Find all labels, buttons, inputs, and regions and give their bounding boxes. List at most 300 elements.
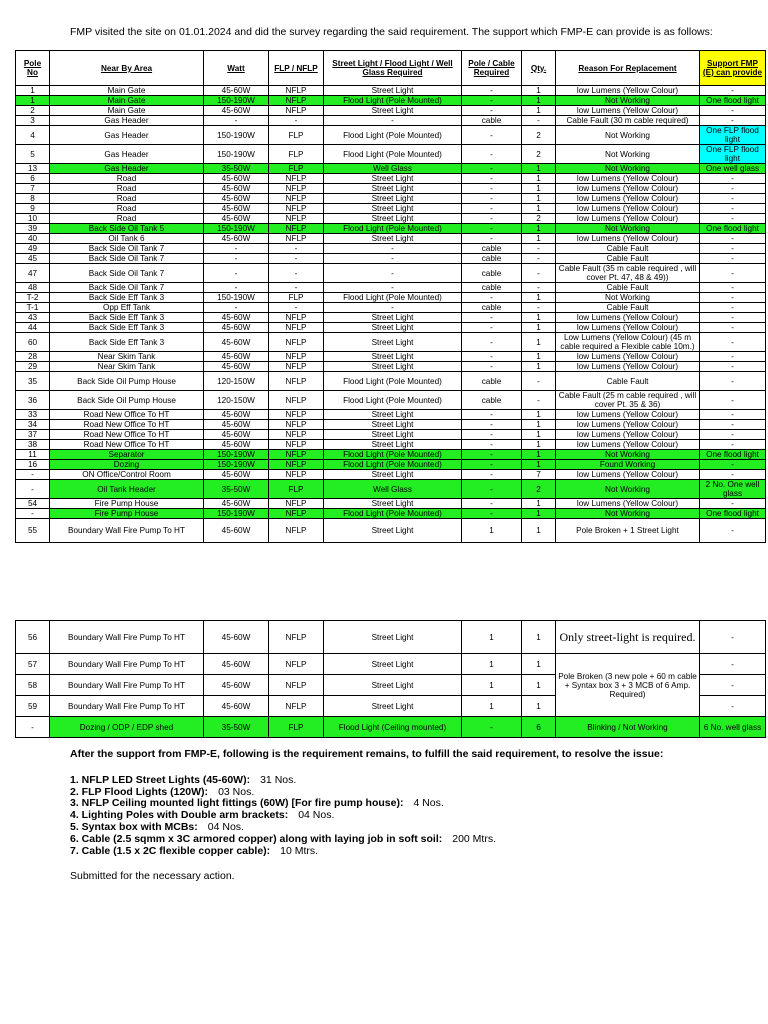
table-row: [16, 470, 766, 480]
cell-reason: Low Lumens (Yellow Colour) (45 m cable required a Flexible cable 10m.): [556, 333, 700, 352]
cell-pole-cable: cable: [462, 264, 522, 283]
cell-light-type: Flood Light (Pole Mounted): [324, 224, 462, 234]
cell-reason: low Lumens (Yellow Colour): [556, 86, 700, 96]
cell-pole-no: 37: [16, 430, 50, 440]
cell-flp: NFLP: [269, 654, 324, 675]
cell-pole-no: 34: [16, 420, 50, 430]
cell-qty: 1: [522, 362, 556, 372]
cell-watt: 120-150W: [204, 372, 269, 391]
cell-watt: 45-60W: [204, 519, 269, 543]
cell-watt: 35-50W: [204, 164, 269, 174]
cell-area: Boundary Wall Fire Pump To HT: [50, 696, 204, 717]
cell-flp: NFLP: [269, 450, 324, 460]
cell-area: Back Side Eff Tank 3: [50, 293, 204, 303]
requirement-value: 04 Nos.: [298, 809, 335, 822]
cell-qty: 1: [522, 696, 556, 717]
table-header-row: [16, 51, 766, 86]
cell-watt: 45-60W: [204, 204, 269, 214]
cell-pole-cable: -: [462, 164, 522, 174]
cell-support: -: [700, 391, 766, 410]
cell-qty: 1: [522, 184, 556, 194]
cell-pole-cable: -: [462, 509, 522, 519]
cell-pole-cable: -: [462, 106, 522, 116]
cell-watt: 45-60W: [204, 174, 269, 184]
cell-watt: 45-60W: [204, 352, 269, 362]
cell-watt: 150-190W: [204, 450, 269, 460]
cell-flp: FLP: [269, 145, 324, 164]
cell-light-type: Street Light: [324, 234, 462, 244]
requirement-value: 4 Nos.: [413, 797, 444, 810]
cell-flp: NFLP: [269, 420, 324, 430]
cell-area: Back Side Oil Tank 7: [50, 244, 204, 254]
cell-qty: 1: [522, 352, 556, 362]
cell-support: -: [700, 86, 766, 96]
cell-pole-cable: -: [462, 234, 522, 244]
cell-watt: 45-60W: [204, 313, 269, 323]
cell-watt: 150-190W: [204, 460, 269, 470]
cell-pole-no: 36: [16, 391, 50, 410]
col-header-reason: Reason For Replacement: [556, 51, 700, 86]
table-row: [16, 499, 766, 509]
cell-watt: 45-60W: [204, 696, 269, 717]
cell-qty: 1: [522, 499, 556, 509]
cell-light-type: Well Glass: [324, 480, 462, 499]
cell-support: -: [700, 362, 766, 372]
cell-area: Boundary Wall Fire Pump To HT: [50, 519, 204, 543]
table-row: [16, 116, 766, 126]
cell-reason: Cable Fault: [556, 244, 700, 254]
table-row: [16, 174, 766, 184]
cell-area: Road: [50, 184, 204, 194]
cell-area: Back Side Oil Tank 7: [50, 283, 204, 293]
cell-light-type: Flood Light (Pole Mounted): [324, 96, 462, 106]
cell-pole-cable: -: [462, 480, 522, 499]
table-row: [16, 313, 766, 323]
cell-area: Road: [50, 204, 204, 214]
cell-flp: NFLP: [269, 499, 324, 509]
cell-reason: Cable Fault: [556, 283, 700, 293]
requirement-value: 04 Nos.: [207, 820, 244, 833]
cell-reason: Not Working: [556, 509, 700, 519]
table-row: [16, 303, 766, 313]
cell-reason: Cable Fault (25 m cable required , will cover Pt. 35 & 36): [556, 391, 700, 410]
cell-flp: NFLP: [269, 224, 324, 234]
cell-area: Oil Tank Header: [50, 480, 204, 499]
cell-watt: 45-60W: [204, 621, 269, 654]
table-row: [16, 362, 766, 372]
cell-qty: -: [522, 303, 556, 313]
cell-support: -: [700, 499, 766, 509]
cell-pole-cable: -: [462, 717, 522, 738]
cell-pole-cable: -: [462, 362, 522, 372]
cell-reason: Not Working: [556, 450, 700, 460]
cell-pole-no: -: [16, 717, 50, 738]
cell-area: Back Side Oil Tank 5: [50, 224, 204, 234]
cell-flp: NFLP: [269, 234, 324, 244]
cell-light-type: Flood Light (Pole Mounted): [324, 391, 462, 410]
requirements-section: [70, 749, 760, 883]
cell-pole-no: 60: [16, 333, 50, 352]
cell-qty: 1: [522, 410, 556, 420]
cell-area: Gas Header: [50, 164, 204, 174]
cell-support: -: [700, 621, 766, 654]
table-row: [16, 717, 766, 738]
cell-pole-no: 13: [16, 164, 50, 174]
cell-light-type: Street Light: [324, 313, 462, 323]
cell-pole-no: -: [16, 509, 50, 519]
cell-watt: 150-190W: [204, 293, 269, 303]
cell-qty: 1: [522, 96, 556, 106]
cell-support: -: [700, 352, 766, 362]
cell-pole-no: 6: [16, 174, 50, 184]
cell-pole-cable: -: [462, 450, 522, 460]
table-row: [16, 234, 766, 244]
requirements-heading: After the support from FMP-E, following is the requirement remains, to fulfill the said requirement, to resolve the issue:: [70, 748, 664, 760]
requirement-label: 7. Cable (1.5 x 2C flexible copper cable):: [70, 844, 271, 857]
cell-qty: 1: [522, 460, 556, 470]
table-row: [16, 420, 766, 430]
cell-pole-cable: cable: [462, 244, 522, 254]
cell-qty: 1: [522, 224, 556, 234]
cell-light-type: Street Light: [324, 430, 462, 440]
table-row: [16, 96, 766, 106]
cell-qty: 1: [522, 621, 556, 654]
cell-watt: 45-60W: [204, 499, 269, 509]
cell-pole-cable: cable: [462, 254, 522, 264]
cell-area: ON Office/Control Room: [50, 470, 204, 480]
cell-reason: low Lumens (Yellow Colour): [556, 430, 700, 440]
cell-area: Fire Pump House: [50, 499, 204, 509]
cell-watt: 150-190W: [204, 126, 269, 145]
cell-light-type: Street Light: [324, 470, 462, 480]
cell-pole-no: 7: [16, 184, 50, 194]
cell-support: 2 No. One well glass: [700, 480, 766, 499]
cell-flp: NFLP: [269, 410, 324, 420]
cell-flp: NFLP: [269, 621, 324, 654]
cell-pole-cable: 1: [462, 675, 522, 696]
cell-pole-cable: cable: [462, 372, 522, 391]
cell-pole-cable: -: [462, 204, 522, 214]
cell-reason: Cable Fault: [556, 254, 700, 264]
cell-pole-no: 45: [16, 254, 50, 264]
cell-pole-no: 28: [16, 352, 50, 362]
requirement-item: [70, 846, 760, 858]
cell-watt: 150-190W: [204, 145, 269, 164]
cell-pole-cable: -: [462, 214, 522, 224]
cell-qty: 1: [522, 106, 556, 116]
cell-pole-no: 9: [16, 204, 50, 214]
cell-area: Road: [50, 214, 204, 224]
cell-qty: 1: [522, 313, 556, 323]
cell-flp: FLP: [269, 293, 324, 303]
cell-pole-cable: -: [462, 96, 522, 106]
cell-reason: low Lumens (Yellow Colour): [556, 499, 700, 509]
cell-area: Opp Eff Tank: [50, 303, 204, 313]
cell-support: -: [700, 470, 766, 480]
table-row: [16, 254, 766, 264]
table-row: [16, 106, 766, 116]
cell-pole-cable: -: [462, 470, 522, 480]
cell-reason: Not Working: [556, 126, 700, 145]
cell-reason: low Lumens (Yellow Colour): [556, 184, 700, 194]
cell-qty: 2: [522, 214, 556, 224]
cell-watt: 150-190W: [204, 224, 269, 234]
cell-qty: 1: [522, 440, 556, 450]
cell-light-type: Street Light: [324, 333, 462, 352]
table-row: [16, 460, 766, 470]
intro-text: FMP visited the site on 01.01.2024 and did the survey regarding the said requirement. The support which FMP-E can provide is as follows:: [70, 26, 713, 38]
cell-pole-no: 58: [16, 675, 50, 696]
cell-pole-no: 16: [16, 460, 50, 470]
cell-qty: -: [522, 116, 556, 126]
cell-light-type: Street Light: [324, 214, 462, 224]
cell-flp: FLP: [269, 480, 324, 499]
cell-flp: -: [269, 303, 324, 313]
cell-support: -: [700, 283, 766, 293]
cell-reason: low Lumens (Yellow Colour): [556, 323, 700, 333]
col-header-watt: Watt: [204, 51, 269, 86]
cell-light-type: Street Light: [324, 204, 462, 214]
cell-reason: low Lumens (Yellow Colour): [556, 234, 700, 244]
cell-qty: -: [522, 264, 556, 283]
cell-flp: NFLP: [269, 440, 324, 450]
cell-area: Main Gate: [50, 106, 204, 116]
cell-pole-cable: -: [462, 460, 522, 470]
cell-area: Dozing: [50, 460, 204, 470]
cell-area: Road New Office To HT: [50, 410, 204, 420]
cell-watt: 45-60W: [204, 410, 269, 420]
table-row: [16, 621, 766, 654]
cell-reason: Blinking / Not Working: [556, 717, 700, 738]
cell-watt: 45-60W: [204, 675, 269, 696]
cell-light-type: -: [324, 303, 462, 313]
cell-pole-cable: -: [462, 323, 522, 333]
cell-pole-cable: -: [462, 224, 522, 234]
cell-qty: 1: [522, 234, 556, 244]
col-header-support: Support FMP (E) can provide: [700, 51, 766, 86]
cell-pole-no: T-2: [16, 293, 50, 303]
cell-flp: NFLP: [269, 696, 324, 717]
cell-support: -: [700, 420, 766, 430]
table-row: [16, 145, 766, 164]
cell-reason: Cable Fault (35 m cable required , will cover Pt. 47, 48 & 49)): [556, 264, 700, 283]
cell-light-type: Street Light: [324, 519, 462, 543]
table-row: [16, 372, 766, 391]
cell-support: -: [700, 372, 766, 391]
survey-table-continued: [15, 620, 766, 738]
table-row: [16, 509, 766, 519]
cell-support: -: [700, 106, 766, 116]
cell-qty: -: [522, 244, 556, 254]
requirement-value: 31 Nos.: [260, 773, 297, 786]
cell-support: -: [700, 204, 766, 214]
cell-watt: -: [204, 116, 269, 126]
cell-watt: 150-190W: [204, 509, 269, 519]
cell-support: -: [700, 174, 766, 184]
cell-reason: Not Working: [556, 164, 700, 174]
table-row: [16, 519, 766, 543]
cell-pole-cable: -: [462, 174, 522, 184]
cell-light-type: Flood Light (Pole Mounted): [324, 450, 462, 460]
cell-flp: NFLP: [269, 362, 324, 372]
cell-qty: 1: [522, 675, 556, 696]
cell-support: -: [700, 654, 766, 675]
cell-qty: 1: [522, 430, 556, 440]
table-row: [16, 194, 766, 204]
cell-qty: 1: [522, 164, 556, 174]
table-row: [16, 480, 766, 499]
cell-flp: NFLP: [269, 470, 324, 480]
cell-qty: -: [522, 391, 556, 410]
cell-reason: Not Working: [556, 224, 700, 234]
cell-qty: 7: [522, 470, 556, 480]
cell-support: -: [700, 430, 766, 440]
cell-support: -: [700, 214, 766, 224]
requirement-label: 1. NFLP LED Street Lights (45-60W):: [70, 773, 251, 786]
cell-support: One FLP flood light: [700, 145, 766, 164]
cell-watt: 45-60W: [204, 470, 269, 480]
cell-flp: NFLP: [269, 184, 324, 194]
cell-watt: 45-60W: [204, 234, 269, 244]
cell-qty: 1: [522, 450, 556, 460]
cell-light-type: Street Light: [324, 323, 462, 333]
cell-watt: 150-190W: [204, 96, 269, 106]
cell-support: -: [700, 519, 766, 543]
cell-support: -: [700, 440, 766, 450]
cell-reason: low Lumens (Yellow Colour): [556, 362, 700, 372]
cell-pole-no: 1: [16, 86, 50, 96]
cell-light-type: Flood Light (Pole Mounted): [324, 126, 462, 145]
cell-area: Back Side Oil Pump House: [50, 372, 204, 391]
cell-support: -: [700, 303, 766, 313]
cell-pole-cable: -: [462, 126, 522, 145]
cell-support: -: [700, 323, 766, 333]
cell-pole-no: 44: [16, 323, 50, 333]
cell-pole-no: 49: [16, 244, 50, 254]
cell-flp: -: [269, 116, 324, 126]
cell-watt: 35-50W: [204, 717, 269, 738]
cell-support: -: [700, 234, 766, 244]
cell-pole-cable: -: [462, 333, 522, 352]
cell-area: Gas Header: [50, 126, 204, 145]
col-header-qty: Qty.: [522, 51, 556, 86]
cell-pole-cable: -: [462, 184, 522, 194]
table-row: [16, 450, 766, 460]
cell-area: Near Skim Tank: [50, 352, 204, 362]
cell-pole-no: 33: [16, 410, 50, 420]
cell-reason: low Lumens (Yellow Colour): [556, 420, 700, 430]
cell-light-type: Street Light: [324, 184, 462, 194]
cell-pole-no: T-1: [16, 303, 50, 313]
cell-flp: -: [269, 244, 324, 254]
cell-watt: -: [204, 254, 269, 264]
cell-qty: -: [522, 372, 556, 391]
cell-pole-cable: -: [462, 499, 522, 509]
cell-area: Road: [50, 194, 204, 204]
cell-light-type: -: [324, 283, 462, 293]
cell-qty: 1: [522, 174, 556, 184]
cell-light-type: Street Light: [324, 696, 462, 717]
requirement-label: 3. NFLP Ceiling mounted light fittings (60W) [For fire pump house):: [70, 797, 404, 810]
cell-qty: 1: [522, 293, 556, 303]
cell-pole-cable: -: [462, 410, 522, 420]
cell-light-type: -: [324, 264, 462, 283]
cell-watt: -: [204, 283, 269, 293]
cell-qty: 1: [522, 86, 556, 96]
cell-support: -: [700, 410, 766, 420]
requirement-label: 2. FLP Flood Lights (120W):: [70, 785, 209, 798]
cell-light-type: Flood Light (Pole Mounted): [324, 509, 462, 519]
cell-flp: FLP: [269, 164, 324, 174]
survey-table: [15, 50, 766, 543]
cell-pole-no: -: [16, 480, 50, 499]
cell-area: Back Side Oil Pump House: [50, 391, 204, 410]
table-row: [16, 654, 766, 675]
cell-area: Back Side Eff Tank 3: [50, 333, 204, 352]
cell-light-type: Street Light: [324, 352, 462, 362]
cell-watt: 35-50W: [204, 480, 269, 499]
cell-watt: 45-60W: [204, 420, 269, 430]
cell-pole-cable: 1: [462, 654, 522, 675]
cell-area: Near Skim Tank: [50, 362, 204, 372]
cell-flp: NFLP: [269, 352, 324, 362]
cell-pole-no: 3: [16, 116, 50, 126]
cell-area: Separator: [50, 450, 204, 460]
cell-pole-no: 55: [16, 519, 50, 543]
requirement-value: 200 Mtrs.: [452, 832, 496, 845]
cell-support: One flood light: [700, 96, 766, 106]
table-row: [16, 283, 766, 293]
cell-pole-cable: -: [462, 86, 522, 96]
cell-pole-no: 2: [16, 106, 50, 116]
cell-flp: NFLP: [269, 675, 324, 696]
cell-support: -: [700, 184, 766, 194]
cell-reason: low Lumens (Yellow Colour): [556, 204, 700, 214]
requirement-label: 4. Lighting Poles with Double arm brackets:: [70, 809, 289, 822]
cell-flp: NFLP: [269, 509, 324, 519]
cell-support: -: [700, 333, 766, 352]
cell-light-type: Street Light: [324, 174, 462, 184]
cell-watt: 45-60W: [204, 86, 269, 96]
cell-qty: 1: [522, 333, 556, 352]
cell-watt: 45-60W: [204, 184, 269, 194]
cell-qty: 1: [522, 509, 556, 519]
col-header-area: Near By Area: [50, 51, 204, 86]
cell-reason: Not Working: [556, 293, 700, 303]
cell-pole-no: 38: [16, 440, 50, 450]
cell-pole-cable: -: [462, 313, 522, 323]
cell-pole-no: 47: [16, 264, 50, 283]
cell-qty: 1: [522, 420, 556, 430]
cell-light-type: Flood Light (Pole Mounted): [324, 293, 462, 303]
table-row: [16, 224, 766, 234]
cell-pole-cable: -: [462, 420, 522, 430]
cell-pole-cable: cable: [462, 391, 522, 410]
table-row: [16, 323, 766, 333]
cell-light-type: Street Light: [324, 106, 462, 116]
cell-light-type: -: [324, 116, 462, 126]
cell-qty: 2: [522, 145, 556, 164]
table-row: [16, 293, 766, 303]
cell-watt: 45-60W: [204, 440, 269, 450]
table-row: [16, 264, 766, 283]
cell-reason: Not Working: [556, 96, 700, 106]
requirement-value: 10 Mtrs.: [280, 844, 319, 857]
cell-flp: NFLP: [269, 372, 324, 391]
cell-reason: Not Working: [556, 145, 700, 164]
cell-support: -: [700, 313, 766, 323]
cell-area: Boundary Wall Fire Pump To HT: [50, 675, 204, 696]
